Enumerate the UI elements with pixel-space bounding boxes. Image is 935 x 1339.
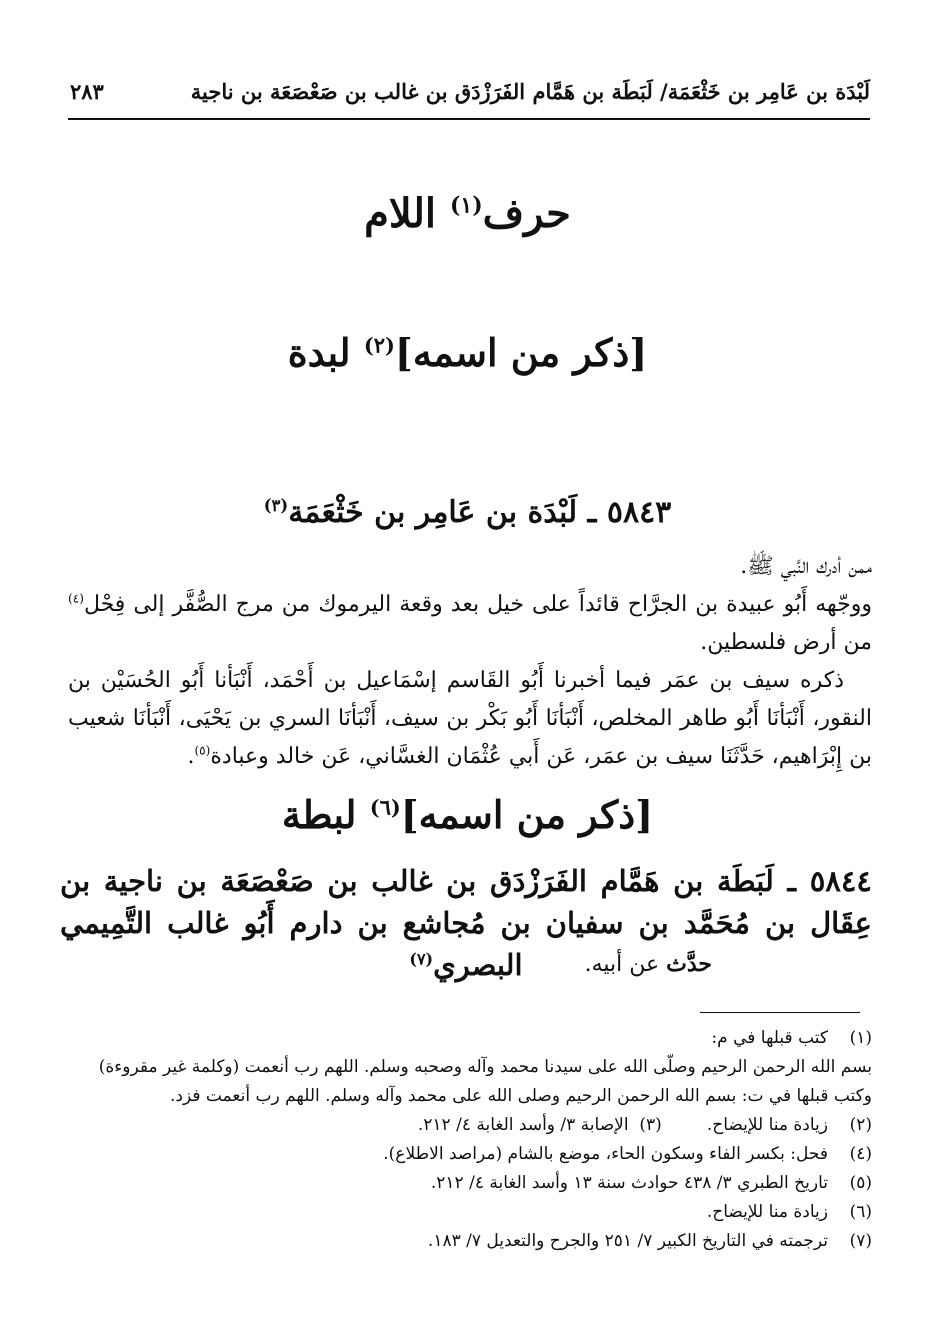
footnote-ref-5: (٥) <box>194 743 211 758</box>
footnote-number: (٥) <box>849 1173 872 1193</box>
footnote-ref-2: (٢) <box>363 332 395 358</box>
footnote <box>68 1227 872 1256</box>
section-heading-labata <box>60 792 875 837</box>
footnote-ref-1: (١) <box>449 192 483 219</box>
footnote-ref-6: (٦) <box>369 794 401 820</box>
footnote-ref-7: (٧) <box>409 949 434 969</box>
paragraph <box>68 586 872 662</box>
footnote <box>68 1111 872 1140</box>
footnote-line: كتب قبلها في م: <box>711 1028 828 1048</box>
footnote-text: زيادة منا للإيضاح. <box>706 1202 828 1222</box>
footnote-ref-3: (٣) <box>263 496 289 515</box>
entry-body-5843 <box>68 548 872 776</box>
paragraph-text: ووجّهه أَبُو عبيدة بن الجرَّاح قائداً على خيل بعد وقعة اليرموك من مرج الصُّفَّر إلى فِحْل <box>83 592 872 617</box>
footnote-text: فحل: بكسر الفاء وسكون الحاء، موضع بالشام (مراصد الاطلاع). <box>383 1144 828 1164</box>
footnote-ref-4: (٤) <box>68 591 84 606</box>
footnote-number: (١) <box>849 1028 872 1048</box>
section-heading-labda <box>60 330 875 375</box>
running-title: لَبْدَة بن عَامِر بن خَثْعَمَة/ لَبَطَة بن هَمَّام الفَرَزْدَق بن غالب بن صَعْصَعَة بن ناجية <box>190 78 870 104</box>
paragraph: ممن أدرك النَّبي ﷺ. <box>740 554 872 579</box>
footnote-number: (٦) <box>849 1202 872 1222</box>
footnote-number: (٤) <box>849 1144 872 1164</box>
paragraph <box>68 945 872 984</box>
footnote <box>68 1198 872 1227</box>
letter-heading-text: حرف <box>482 190 571 237</box>
footnote-text: ترجمته في التاريخ الكبير ٧/ ٢٥١ والجرح والتعديل ٧/ ١٨٣. <box>427 1231 828 1251</box>
entry-heading-5843 <box>60 495 875 530</box>
footnote-number: (٢) <box>849 1115 872 1135</box>
footnote <box>68 1169 872 1198</box>
section-heading-text: [ذكر من اسمه] <box>400 792 654 837</box>
paragraph-text: عن أبيه. <box>584 952 667 977</box>
section-heading-name: لبدة <box>287 330 351 375</box>
letter-heading-letter: اللام <box>364 190 437 237</box>
section-heading-name: لبطة <box>281 792 357 837</box>
paragraph-bold: حدَّث <box>666 951 712 977</box>
footnote-number: (٧) <box>849 1231 872 1251</box>
footnote-number: (٣) <box>639 1115 662 1135</box>
section-heading-text: [ذكر من اسمه] <box>394 330 648 375</box>
page-number: ٢٨٣ <box>70 78 104 104</box>
footnote-line: بسم الله الرحمن الرحيم وصلّى الله على سيدنا محمد وآله وصحبه وسلم. اللهم رب أنعمت (وكلمة غير مقروءة) <box>98 1057 872 1077</box>
header-rule <box>68 118 870 120</box>
entry-body-5844 <box>68 945 872 984</box>
footnote-line: وكتب قبلها في ت: بسم الله الرحمن الرحيم وصلى الله على محمد وآله وسلم. اللهم رب أنعمت فزد. <box>169 1086 872 1106</box>
footnotes <box>68 1024 872 1256</box>
letter-heading <box>60 190 875 237</box>
footnote-text: زيادة منا للإيضاح. <box>706 1115 828 1135</box>
footnote <box>68 1024 872 1111</box>
entry-heading-text: ٥٨٤٤ ـ لَبَطَة بن هَمَّام الفَرَزْدَق بن غالب بن صَعْصَعَة بن ناجية بن عِقَال بن مُحَمَّد بن سفيان بن مُجاشع بن دارم أَبُو غالب التَّمِيمي البصري <box>60 864 872 982</box>
paragraph-text: من أرض فلسطين. <box>700 630 872 655</box>
paragraph-end: . <box>187 744 195 769</box>
entry-heading-text: ٥٨٤٣ ـ لَبْدَة بن عَامِر بن خَثْعَمَة <box>288 495 672 530</box>
footnote-text: الإصابة ٣/ وأسد الغابة ٤/ ٢١٢. <box>417 1115 629 1135</box>
footnote <box>68 1140 872 1169</box>
running-head <box>70 72 870 110</box>
footnote-text: تاريخ الطبري ٣/ ٤٣٨ حوادث سنة ١٣ وأسد الغابة ٤/ ٢١٢. <box>430 1173 828 1193</box>
footnote-rule <box>700 1012 860 1013</box>
paragraph-text: ذكره سيف بن عمَر فيما أخبرنا أَبُو القَاسم إسْمَاعيل بن أَحْمَد، أَنْبَأنا أَبُو الحُسَيْن بن النقور، أَنْبَأنَا أَبُو طاهر المخلص، أَنْبَأنَا أَبُو بَكْر بن سيف، أَنْبَأنَا السري بن يَحْيَى، أَنْبَأنَا شعيب بن إِبْرَاهيم، حَدَّثَنَا سيف بن عمَر، عَن أَبي عُثْمَان الغسَّاني، عَن خالد وعبادة <box>68 668 872 769</box>
paragraph <box>68 662 872 776</box>
